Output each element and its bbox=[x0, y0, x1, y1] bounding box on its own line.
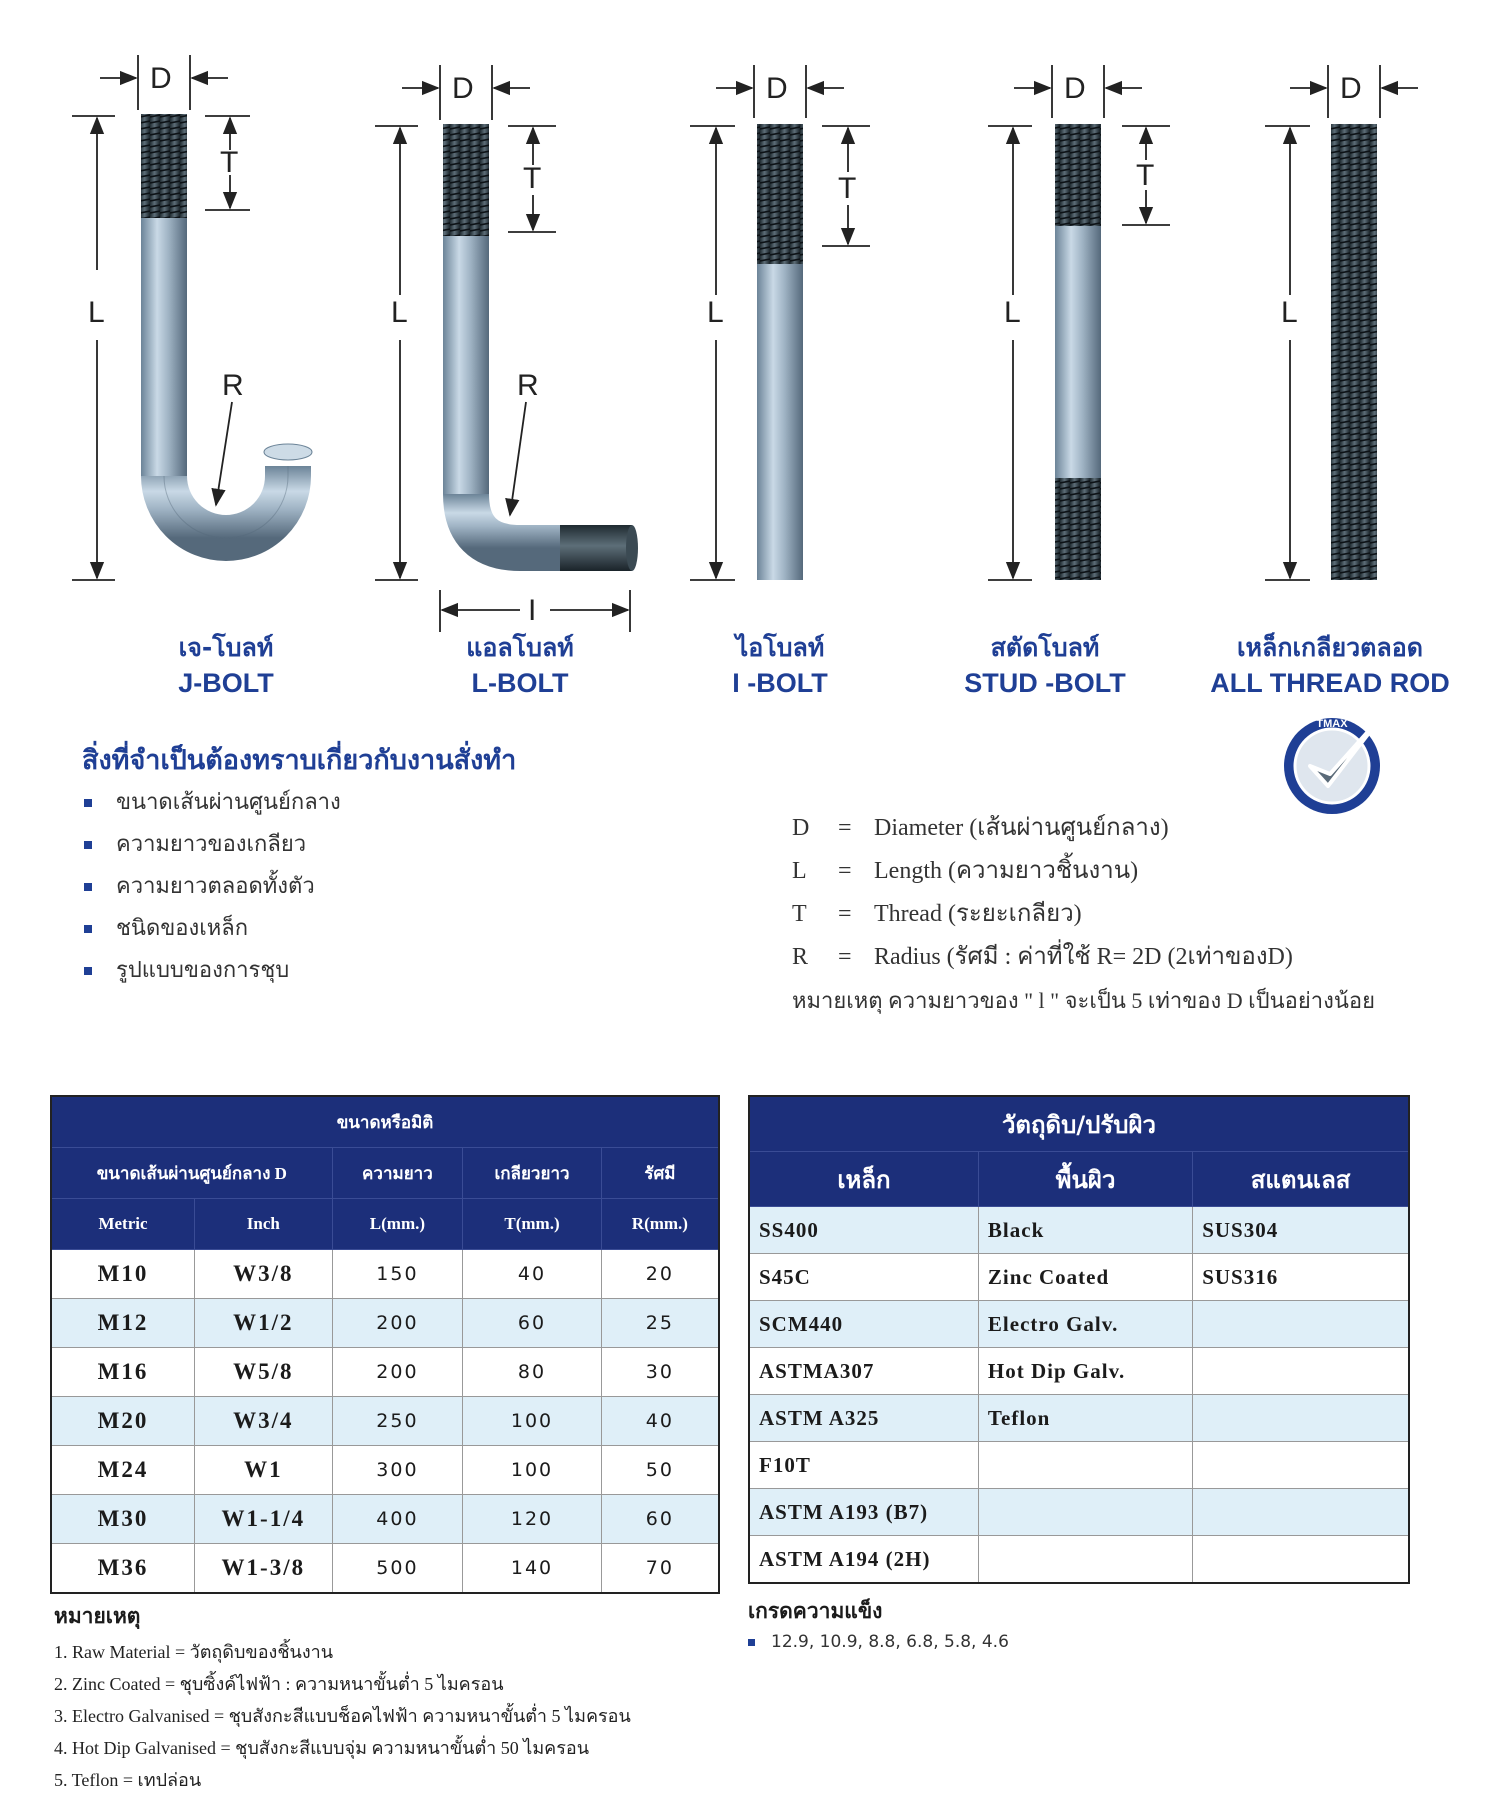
requirement-item: รูปแบบของการชุบ bbox=[84, 950, 341, 992]
all-thread-rod-thai-label: เหล็กเกลียวตลอด bbox=[1237, 633, 1423, 662]
col-header: เกลียวยาว bbox=[463, 1148, 602, 1199]
legend-row: R = Radius (รัศมี : ค่าที่ใช้ R= 2D (2เท่าของD) bbox=[792, 944, 1293, 970]
badge-text: TMAX bbox=[1316, 718, 1348, 730]
i-bolt-label: I -BOLT bbox=[732, 668, 828, 698]
dim-l: L bbox=[88, 296, 105, 329]
j-bolt-thai-label: เจ-โบลท์ bbox=[178, 633, 274, 662]
table-row: ASTM A194 (2H) bbox=[749, 1536, 1409, 1584]
dimensions-table bbox=[50, 1095, 720, 1594]
note-item: 3. Electro Galvanised = ชุบสังกะสีแบบช็อคไฟฟ้า ความหนาขั้นต่ำ 5 ไมครอน bbox=[54, 1706, 631, 1726]
legend-row: L = Length (ความยาวชิ้นงาน) bbox=[792, 858, 1139, 884]
col-header: ความยาว bbox=[332, 1148, 463, 1199]
requirements-title: สิ่งที่จำเป็นต้องทราบเกี่ยวกับงานสั่งทำ bbox=[82, 745, 517, 776]
note-item: 4. Hot Dip Galvanised = ชุบสังกะสีแบบจุ่ม ความหนาขั้นต่ำ 50 ไมครอน bbox=[54, 1738, 590, 1758]
dim-t: T bbox=[220, 146, 239, 179]
dim-r: R bbox=[222, 369, 244, 402]
col-header: เหล็ก bbox=[749, 1152, 978, 1207]
hardness-title: เกรดความแข็ง bbox=[748, 1599, 883, 1623]
requirement-item: ความยาวของเกลียว bbox=[84, 824, 341, 866]
legend-row: D = Diameter (เส้นผ่านศูนย์กลาง) bbox=[792, 815, 1169, 841]
requirement-item: ชนิดของเหล็ก bbox=[84, 908, 341, 950]
dim-d: D bbox=[766, 72, 788, 105]
hardness-values-row bbox=[748, 1632, 1009, 1652]
notes-list bbox=[54, 1636, 631, 1796]
note-item: 5. Teflon = เทปล่อน bbox=[54, 1770, 202, 1790]
table-row: M30 W1-1/4 400 120 60 bbox=[51, 1495, 719, 1544]
note-item: 1. Raw Material = วัตถุดิบของชิ้นงาน bbox=[54, 1642, 334, 1662]
col-header: พื้นผิว bbox=[978, 1152, 1192, 1207]
dim-d: D bbox=[452, 72, 474, 105]
dim-r: R bbox=[517, 369, 539, 402]
requirement-item: ขนาดเส้นผ่านศูนย์กลาง bbox=[84, 782, 341, 824]
note-item: 2. Zinc Coated = ชุบซิ้งค์ไฟฟ้า : ความหนาขั้นต่ำ 5 ไมครอน bbox=[54, 1674, 504, 1694]
col-header: รัศมี bbox=[601, 1148, 719, 1199]
l-bolt-thai-label: แอลโบลท์ bbox=[466, 633, 574, 662]
table-row: SS400 Black SUS304 bbox=[749, 1207, 1409, 1254]
table-row: M12 W1/2 200 60 25 bbox=[51, 1299, 719, 1348]
dim-t: T bbox=[1136, 159, 1155, 192]
table-row: F10T bbox=[749, 1442, 1409, 1489]
bullet-icon bbox=[748, 1639, 755, 1646]
stud-bolt-label: STUD -BOLT bbox=[964, 668, 1126, 698]
table-row: M36 W1-3/8 500 140 70 bbox=[51, 1544, 719, 1594]
table-row: ASTMA307 Hot Dip Galv. bbox=[749, 1348, 1409, 1395]
all-thread-rod-label: ALL THREAD ROD bbox=[1210, 668, 1450, 698]
l-bolt-label: L-BOLT bbox=[471, 668, 569, 698]
materials-table bbox=[748, 1095, 1410, 1584]
legend-row: T = Thread (ระยะเกลียว) bbox=[792, 901, 1082, 927]
j-bolt-label: J-BOLT bbox=[178, 668, 274, 698]
dim-l: L bbox=[1004, 296, 1021, 329]
stud-bolt-thai-label: สตัดโบลท์ bbox=[990, 633, 1100, 662]
requirement-item: ความยาวตลอดทั้งตัว bbox=[84, 866, 341, 908]
col-header: สแตนเลส bbox=[1193, 1152, 1409, 1207]
materials-title: วัตถุดิบ/ปรับผิว bbox=[749, 1096, 1409, 1152]
i-bolt-body bbox=[757, 124, 803, 580]
dimension-legend bbox=[792, 807, 1492, 1022]
table-row: ASTM A193 (B7) bbox=[749, 1489, 1409, 1536]
tmax-badge bbox=[1280, 708, 1392, 818]
notes-title: หมายเหตุ bbox=[54, 1604, 141, 1628]
table-row: M10 W3/8 150 40 20 bbox=[51, 1250, 719, 1299]
dim-d: D bbox=[1340, 72, 1362, 105]
dim-d: D bbox=[1064, 72, 1086, 105]
table-row: M20 W3/4 250 100 40 bbox=[51, 1397, 719, 1446]
col-header: ขนาดเส้นผ่านศูนย์กลาง D bbox=[51, 1148, 332, 1199]
i-bolt-thai-label: ไอโบลท์ bbox=[735, 633, 825, 662]
dimensions-group-header: ขนาดหรือมิติ bbox=[51, 1096, 719, 1148]
table-row: SCM440 Electro Galv. bbox=[749, 1301, 1409, 1348]
col-subheader: T(mm.) bbox=[463, 1199, 602, 1250]
col-subheader: Inch bbox=[195, 1199, 333, 1250]
dim-i: I bbox=[528, 594, 537, 627]
dim-l: L bbox=[1281, 296, 1298, 329]
col-subheader: L(mm.) bbox=[332, 1199, 463, 1250]
col-subheader: R(mm.) bbox=[601, 1199, 719, 1250]
table-row: M24 W1 300 100 50 bbox=[51, 1446, 719, 1495]
dim-t: T bbox=[838, 172, 857, 205]
bolt-diagrams bbox=[0, 0, 1500, 720]
table-row: S45C Zinc Coated SUS316 bbox=[749, 1254, 1409, 1301]
col-subheader: Metric bbox=[51, 1199, 195, 1250]
dim-l: L bbox=[707, 296, 724, 329]
dim-t: T bbox=[523, 162, 542, 195]
dim-d: D bbox=[150, 62, 172, 95]
requirements-list bbox=[84, 782, 341, 992]
all-thread-rod-body bbox=[1331, 124, 1377, 580]
stud-bolt-body bbox=[1055, 124, 1101, 580]
table-row: ASTM A325 Teflon bbox=[749, 1395, 1409, 1442]
legend-note: หมายเหตุ ความยาวของ " l " จะเป็น 5 เท่าของ D เป็นอย่างน้อย bbox=[792, 988, 1375, 1013]
dim-l: L bbox=[391, 296, 408, 329]
hardness-values: 12.9, 10.9, 8.8, 6.8, 5.8, 4.6 bbox=[771, 1632, 1009, 1652]
table-row: M16 W5/8 200 80 30 bbox=[51, 1348, 719, 1397]
